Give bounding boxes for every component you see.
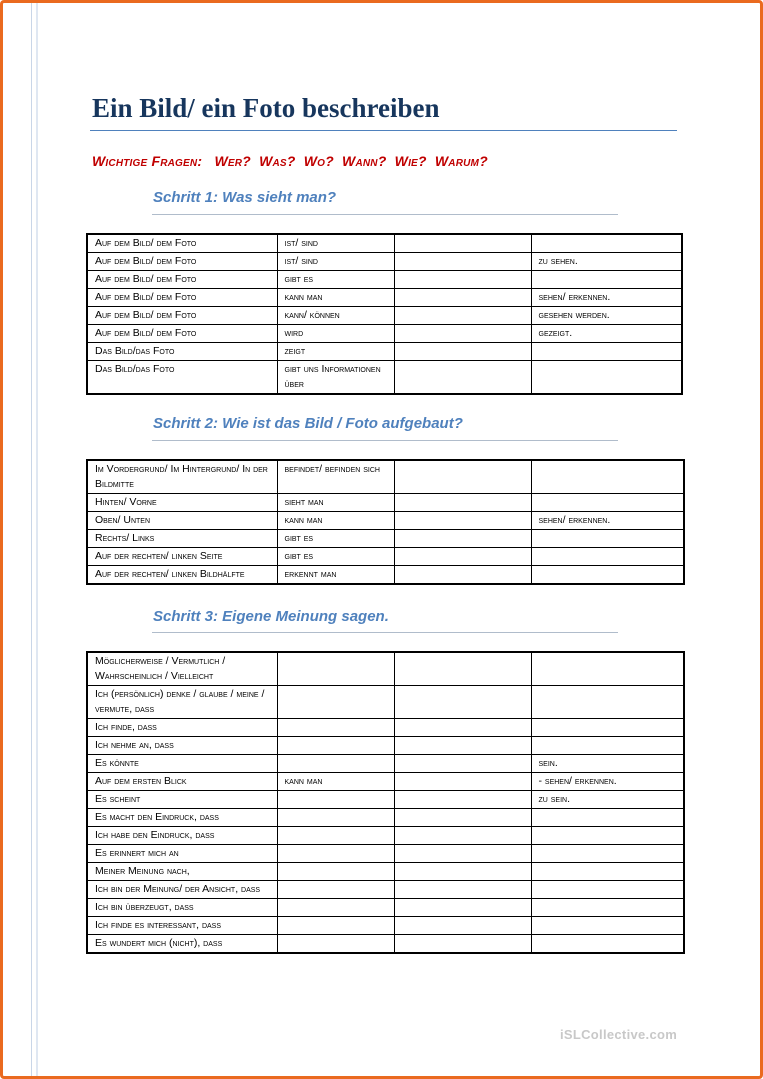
- table-cell: [394, 234, 531, 253]
- table-cell: [531, 737, 684, 755]
- table-cell: Es erinnert mich an: [87, 845, 277, 863]
- table-cell: gesehen werden.: [531, 307, 682, 325]
- table-row: [87, 271, 682, 289]
- table-cell: [531, 917, 684, 935]
- title-divider: [90, 130, 677, 131]
- step-1-heading: Schritt 1: Was sieht man?: [153, 189, 337, 206]
- table-cell: [531, 881, 684, 899]
- table-cell: [394, 361, 531, 395]
- table-row: [87, 325, 682, 343]
- page-title: Ein Bild/ ein Foto beschreiben: [92, 93, 440, 123]
- table-cell: kann man: [277, 289, 394, 307]
- table-cell: [277, 652, 394, 686]
- table-cell: Auf dem Bild/ dem Foto: [87, 307, 277, 325]
- table-cell: [394, 307, 531, 325]
- table-cell: [394, 512, 531, 530]
- table-cell: Oben/ Unten: [87, 512, 277, 530]
- table-row: [87, 899, 684, 917]
- table-row: [87, 307, 682, 325]
- table-row: [87, 460, 684, 494]
- table-row: [87, 917, 684, 935]
- step-2-divider: [152, 440, 618, 441]
- table-row: [87, 361, 682, 395]
- table-cell: Im Vordergrund/ Im Hintergrund/ In der Bildmitte: [87, 460, 277, 494]
- table-cell: Auf dem Bild/ dem Foto: [87, 289, 277, 307]
- table-cell: - sehen/ erkennen.: [531, 773, 684, 791]
- table-cell: Das Bild/das Foto: [87, 361, 277, 395]
- table-cell: Das Bild/das Foto: [87, 343, 277, 361]
- table-cell: [277, 719, 394, 737]
- table-cell: [394, 719, 531, 737]
- table-cell: erkennt man: [277, 566, 394, 585]
- table-cell: [531, 719, 684, 737]
- table-cell: Auf dem Bild/ dem Foto: [87, 234, 277, 253]
- table-cell: [277, 863, 394, 881]
- table-cell: [277, 737, 394, 755]
- table-cell: [394, 917, 531, 935]
- table-cell: gezeigt.: [531, 325, 682, 343]
- table-row: [87, 827, 684, 845]
- table-cell: Ich nehme an, dass: [87, 737, 277, 755]
- table-row: [87, 253, 682, 271]
- table-cell: [531, 343, 682, 361]
- table-cell: [394, 271, 531, 289]
- table-step-3: [86, 651, 685, 954]
- table-cell: Ich bin der Meinung/ der Ansicht, dass: [87, 881, 277, 899]
- table-cell: [277, 881, 394, 899]
- table-cell: [531, 530, 684, 548]
- table-cell: Auf der rechten/ linken Seite: [87, 548, 277, 566]
- table-cell: [394, 530, 531, 548]
- table-cell: [394, 863, 531, 881]
- table-row: [87, 755, 684, 773]
- table-cell: gibt es: [277, 271, 394, 289]
- table-cell: Auf dem Bild/ dem Foto: [87, 271, 277, 289]
- table-cell: [531, 566, 684, 585]
- table-cell: Auf dem Bild/ dem Foto: [87, 253, 277, 271]
- table-row: [87, 494, 684, 512]
- margin-line: [31, 3, 32, 1076]
- table-cell: [531, 863, 684, 881]
- table-cell: [394, 881, 531, 899]
- table-cell: Rechts/ Links: [87, 530, 277, 548]
- table-cell: wird: [277, 325, 394, 343]
- table-cell: gibt es: [277, 548, 394, 566]
- table-row: [87, 234, 682, 253]
- table-cell: [394, 686, 531, 719]
- table-row: [87, 652, 684, 686]
- table-row: [87, 548, 684, 566]
- table-cell: [394, 755, 531, 773]
- table-row: [87, 719, 684, 737]
- table-cell: [277, 917, 394, 935]
- table-cell: gibt uns Informationen über: [277, 361, 394, 395]
- table-cell: [394, 566, 531, 585]
- table-row: [87, 881, 684, 899]
- table-cell: [394, 460, 531, 494]
- table-row: [87, 935, 684, 954]
- table-row: [87, 791, 684, 809]
- table-cell: zeigt: [277, 343, 394, 361]
- table-cell: [277, 845, 394, 863]
- table-cell: Ich bin überzeugt, dass: [87, 899, 277, 917]
- table-cell: [277, 755, 394, 773]
- step-2-heading: Schritt 2: Wie ist das Bild / Foto aufgebaut?: [153, 415, 463, 432]
- table-cell: Ich habe den Eindruck, dass: [87, 827, 277, 845]
- table-cell: sieht man: [277, 494, 394, 512]
- table-cell: [394, 845, 531, 863]
- table-cell: [277, 827, 394, 845]
- table-cell: [531, 234, 682, 253]
- table-cell: [394, 899, 531, 917]
- table-cell: Ich (persönlich) denke / glaube / meine / vermute, dass: [87, 686, 277, 719]
- table-cell: [394, 494, 531, 512]
- margin-line: [36, 3, 38, 1076]
- table-row: [87, 845, 684, 863]
- table-cell: [531, 899, 684, 917]
- table-cell: befindet/ befinden sich: [277, 460, 394, 494]
- step-3-divider: [152, 632, 618, 633]
- table-cell: [531, 809, 684, 827]
- table-cell: [394, 548, 531, 566]
- table-cell: zu sein.: [531, 791, 684, 809]
- table-cell: Meiner Meinung nach,: [87, 863, 277, 881]
- table-cell: [277, 686, 394, 719]
- table-row: [87, 686, 684, 719]
- table-row: [87, 863, 684, 881]
- table-cell: [394, 343, 531, 361]
- table-row: [87, 343, 682, 361]
- key-questions: Wichtige Fragen: Wer? Was? Wo? Wann? Wie? Warum?: [92, 153, 488, 169]
- table-cell: [531, 686, 684, 719]
- table-cell: Es wundert mich (nicht), dass: [87, 935, 277, 954]
- table-cell: [277, 899, 394, 917]
- table-cell: Es könnte: [87, 755, 277, 773]
- step-1-divider: [152, 214, 618, 215]
- table-cell: [531, 494, 684, 512]
- table-cell: Es macht den Eindruck, dass: [87, 809, 277, 827]
- table-cell: Möglicherweise / Vermutlich / Wahrscheinlich / Vielleicht: [87, 652, 277, 686]
- table-cell: [531, 827, 684, 845]
- table-row: [87, 737, 684, 755]
- table-cell: ist/ sind: [277, 253, 394, 271]
- table-row: [87, 809, 684, 827]
- table-row: [87, 566, 684, 585]
- table-cell: [531, 652, 684, 686]
- table-cell: kann man: [277, 773, 394, 791]
- table-cell: zu sehen.: [531, 253, 682, 271]
- table-cell: gibt es: [277, 530, 394, 548]
- table-cell: [394, 325, 531, 343]
- watermark-text: iSLCollective.com: [560, 1027, 678, 1042]
- table-cell: kann/ können: [277, 307, 394, 325]
- table-cell: ist/ sind: [277, 234, 394, 253]
- table-cell: sehen/ erkennen.: [531, 512, 684, 530]
- table-cell: [531, 548, 684, 566]
- table-cell: Hinten/ Vorne: [87, 494, 277, 512]
- table-cell: Auf dem Bild/ dem Foto: [87, 325, 277, 343]
- table-cell: sein.: [531, 755, 684, 773]
- table-cell: [394, 791, 531, 809]
- table-cell: [531, 460, 684, 494]
- table-cell: Auf der rechten/ linken Bildhälfte: [87, 566, 277, 585]
- table-cell: Ich finde es interessant, dass: [87, 917, 277, 935]
- table-row: [87, 289, 682, 307]
- table-cell: [394, 289, 531, 307]
- table-cell: [277, 809, 394, 827]
- table-row: [87, 512, 684, 530]
- table-cell: [394, 652, 531, 686]
- table-cell: [277, 935, 394, 954]
- table-cell: kann man: [277, 512, 394, 530]
- table-cell: Auf dem ersten Blick: [87, 773, 277, 791]
- table-cell: [394, 737, 531, 755]
- table-cell: [394, 253, 531, 271]
- table-cell: [394, 935, 531, 954]
- table-cell: [394, 827, 531, 845]
- table-step-1: [86, 233, 683, 395]
- table-cell: Es scheint: [87, 791, 277, 809]
- step-3-heading: Schritt 3: Eigene Meinung sagen.: [153, 608, 389, 625]
- table-step-2: [86, 459, 685, 585]
- table-cell: [531, 845, 684, 863]
- table-row: [87, 773, 684, 791]
- table-cell: [394, 809, 531, 827]
- table-cell: [394, 773, 531, 791]
- table-row: [87, 530, 684, 548]
- table-cell: [531, 935, 684, 954]
- table-cell: [277, 791, 394, 809]
- table-cell: [531, 361, 682, 395]
- table-cell: Ich finde, dass: [87, 719, 277, 737]
- table-cell: sehen/ erkennen.: [531, 289, 682, 307]
- table-cell: [531, 271, 682, 289]
